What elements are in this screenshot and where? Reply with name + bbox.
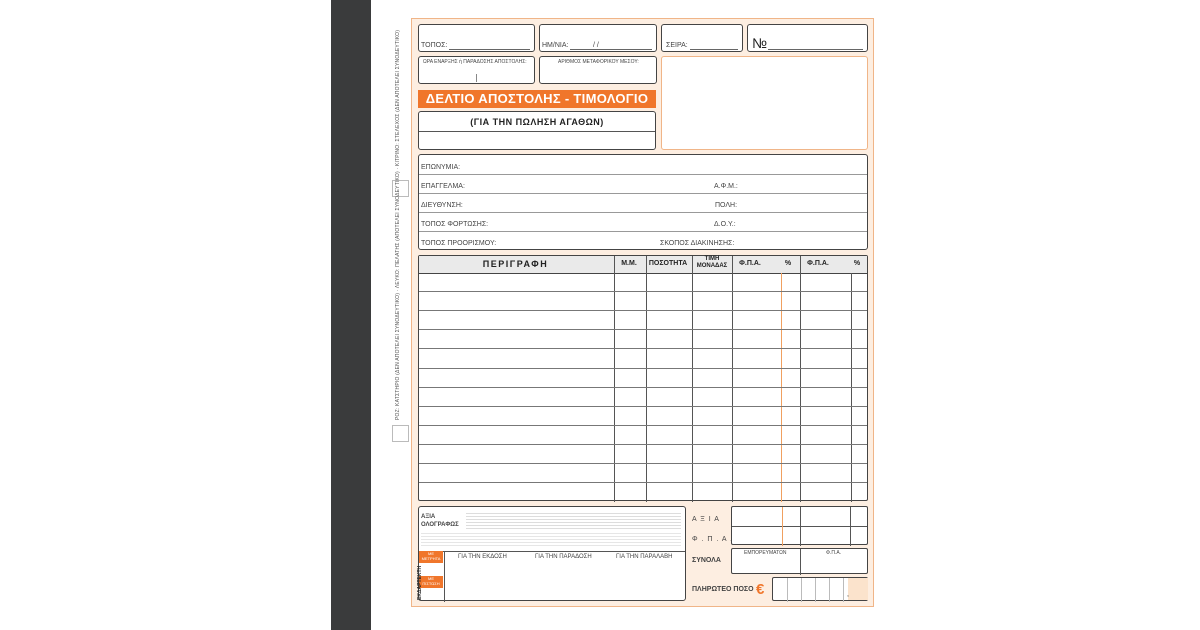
start-time-label: ΩΡΑ ΕΝΑΡΞΗΣ ή ΠΑΡΑΔΟΣΗΣ ΑΠΟΣΤΟΛΗΣ:: [423, 59, 527, 65]
table-row[interactable]: [419, 387, 867, 388]
subtitle-box: [418, 111, 656, 150]
table-row[interactable]: [419, 406, 867, 407]
unit-price-header: ΤΙΜΗ ΜΟΝΑΔΑΣ: [696, 256, 728, 269]
purpose-label: ΣΚΟΠΟΣ ΔΙΑΚΙΝΗΣΗΣ:: [660, 240, 735, 247]
address-label: ΔΙΕΥΘΥΝΣΗ:: [421, 202, 463, 209]
destination-label: ΤΟΠΟΣ ΠΡΟΟΡΙΣΜΟΥ:: [421, 240, 497, 247]
euro-icon: €: [756, 581, 765, 598]
issue-signature-label: ΓΙΑ ΤΗΝ ΕΚΔΟΣΗ: [458, 554, 507, 560]
date-separators: / /: [593, 42, 599, 49]
company-name-label: ΕΠΩΝΥΜΙΑ:: [421, 164, 461, 171]
vat-label: Φ . Π . Α .: [692, 536, 734, 543]
table-row[interactable]: [419, 482, 867, 483]
start-time-field[interactable]: [418, 56, 535, 84]
vat1-percent: %: [784, 260, 792, 267]
vehicle-label: ΑΡΙΘΜΟΣ ΜΕΤΑΦΟΡΙΚΟΥ ΜΕΣΟΥ:: [558, 59, 639, 65]
decimal-comma: ,: [847, 591, 849, 598]
vat2-header: Φ.Π.Α.: [807, 260, 829, 267]
customer-block: [418, 154, 868, 250]
document-subtitle: (ΓΙΑ ΤΗΝ ΠΩΛΗΣΗ ΑΓΑΘΩΝ): [470, 117, 604, 127]
place-field[interactable]: [418, 24, 535, 52]
value-vat-box[interactable]: [731, 506, 868, 545]
vat-number-label: Α.Φ.Μ.:: [714, 183, 738, 190]
table-row[interactable]: [419, 444, 867, 445]
table-row[interactable]: [419, 329, 867, 330]
payable-amount-box[interactable]: [772, 577, 868, 601]
book-spine: [331, 0, 371, 630]
words-value-line[interactable]: [466, 513, 681, 529]
unit-header: Μ.Μ.: [621, 260, 637, 267]
description-header: ΠΕΡΙΓΡΑΦΗ: [482, 259, 549, 269]
number-sign: №: [752, 35, 768, 51]
tax-office-label: Δ.Ο.Υ.:: [714, 221, 736, 228]
copy-note: ΡΟΖ: ΚΑΤΣΤΗΡΙΟ (ΔΕΝ ΑΠΟΤΕΛΕΙ ΣΥΝΟΔΕΥΤΙΚΟ) · ΛΕΥΚΟ: ΠΕΛΑΤΗΣ (ΑΠΟΤΕΛΕΙ ΣΥΝΟΔΕΥΤΙΚΟ) · ΚΙΤΡΙΝΟ: ΣΤΕΛΕΧΟΣ (ΔΕΝ ΑΠΟΤΕΛΕΙ ΣΥΝΟΔΕΥΤΙΚΟ): [395, 29, 401, 420]
receipt-signature-label: ΓΙΑ ΤΗΝ ΠΑΡΑΛΑΒΗ: [616, 554, 673, 560]
table-row[interactable]: [419, 463, 867, 464]
value-label: Α Ξ Ι Α: [692, 516, 720, 523]
series-label: ΣΕΙΡΑ:: [666, 42, 688, 49]
payable-label: ΠΛΗΡΩΤΕΟ ΠΟΣΟ: [692, 586, 754, 593]
issuer-stamp-area: [661, 56, 868, 150]
table-row[interactable]: [419, 425, 867, 426]
words-value-line-2[interactable]: [421, 533, 681, 547]
date-label: ΗΜ/ΝΙΑ:: [542, 42, 569, 49]
profession-label: ΕΠΑΓΓΕΛΜΑ:: [421, 183, 465, 190]
table-row[interactable]: [419, 310, 867, 311]
vehicle-field[interactable]: [539, 56, 657, 84]
document-title: ΔΕΛΤΙΟ ΑΠΟΣΤΟΛΗΣ - ΤΙΜΟΛΟΓΙΟ: [418, 90, 656, 108]
words-value-label: ΑΞΙΑ ΟΛΟΓΡΑΦΩΣ: [421, 514, 459, 528]
quantity-header: ΠΟΣΟΤΗΤΑ: [648, 260, 688, 267]
table-row[interactable]: [419, 368, 867, 369]
cash-cell[interactable]: ΜΕ ΜΕΤΡΗΤΑ: [419, 551, 443, 563]
table-row[interactable]: [419, 291, 867, 292]
number-field[interactable]: [747, 24, 868, 52]
totals-label: ΣΥΝΟΛΑ: [692, 557, 721, 564]
vat2-percent: %: [853, 260, 861, 267]
date-field[interactable]: [539, 24, 657, 52]
publisher-logo: ΕΚΔΑΡΤΕΚΤΗ: [417, 565, 423, 600]
credit-cell[interactable]: ΜΕ ΠΙΣΤΩΣΗ: [419, 576, 443, 588]
delivery-signature-label: ΓΙΑ ΤΗΝ ΠΑΡΑΔΟΣΗ: [535, 554, 592, 560]
table-row[interactable]: [419, 348, 867, 349]
city-label: ΠΟΛΗ:: [715, 202, 738, 209]
copy-checkbox-bottom[interactable]: [392, 425, 409, 442]
place-label: ΤΟΠΟΣ:: [421, 42, 448, 49]
vat-column-label: Φ.Π.Α.: [826, 550, 842, 556]
loading-place-label: ΤΟΠΟΣ ΦΟΡΤΩΣΗΣ:: [421, 221, 489, 228]
vat1-header: Φ.Π.Α.: [739, 260, 761, 267]
goods-label: ΕΜΠΟΡΕΥΜΑΤΩΝ: [744, 550, 787, 556]
series-field[interactable]: [661, 24, 743, 52]
